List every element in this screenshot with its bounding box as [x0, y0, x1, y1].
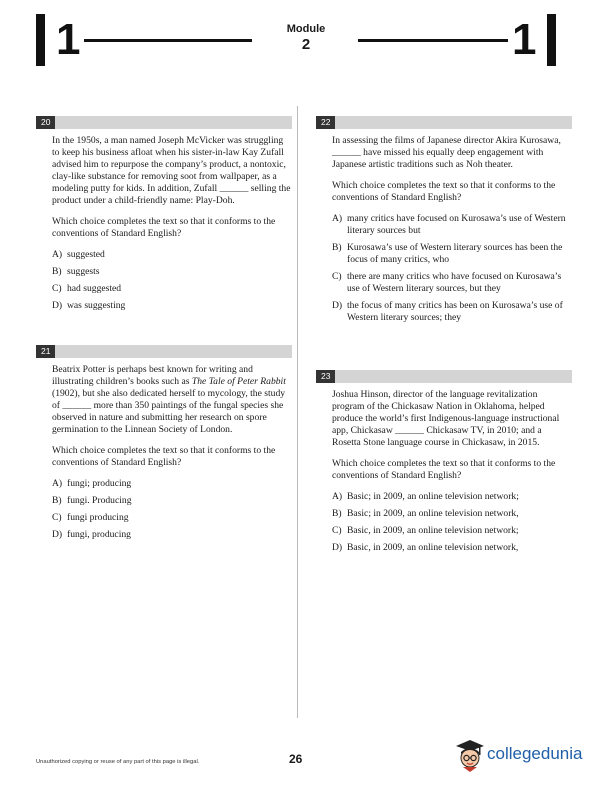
choice-c[interactable]: C) Basic, in 2009, an online television network;: [332, 525, 519, 536]
answer-choices: [36, 478, 292, 541]
question-passage: Joshua Hinson, director of the language revitalization program of the Chickasaw Nation in Oklahoma, helped produce the world’s first Indigenous-language instructional app, Chickasaw ______ Chickasaw TV, in 2010; and a Rosetta Stone language course in Chickasaw, in 2015.: [332, 389, 560, 448]
choice-d[interactable]: D) the focus of many critics has been on Kurosawa’s use of Western literary sources; they: [332, 300, 563, 323]
header-rule-right: [358, 39, 508, 42]
choice-a[interactable]: A) many critics have focused on Kurosawa’s use of Western literary sources but: [332, 213, 566, 236]
module-label: Module: [286, 23, 326, 35]
header-left-module-number: 1: [56, 15, 81, 64]
page-number: 26: [289, 752, 303, 766]
column-divider: [297, 106, 298, 718]
question-passage: In assessing the films of Japanese director Akira Kurosawa, ______ have missed his equally deep engagement with Japanese artistic traditions such as Noh theater.: [332, 135, 561, 170]
question-passage: Beatrix Potter is perhaps best known for writing and illustrating children’s books such as The Tale of Peter Rabbit (1902), but she also dedicated herself to mycology, the study of ______ more than 350 paintings of the fungal species she observed in nature and submitting her research on spore germination to the Linnean Society of London.: [52, 364, 286, 435]
question-passage: In the 1950s, a man named Joseph McVicker was struggling to keep his business afloat when his sister-in-law Kay Zufall advised him to repurpose the company’s product, a nontoxic, clay-like substance for removing soot from wallpaper, as a modeling putty for kids. In addition, Zufall ______ selling the product under a child-friendly name: Play-Doh.: [52, 135, 291, 206]
question-number: 20: [36, 116, 55, 129]
header-left-bar: [36, 14, 45, 66]
choice-a[interactable]: A) Basic; in 2009, an online television network;: [332, 491, 519, 502]
choice-b[interactable]: B) Kurosawa’s use of Western literary sources has been the focus of many critics, who: [332, 242, 563, 265]
choice-a[interactable]: A) fungi; producing: [52, 478, 132, 489]
choice-d[interactable]: D) Basic, in 2009, an online television network,: [332, 542, 519, 553]
question-header: [36, 116, 292, 129]
answer-choices: [316, 491, 572, 554]
question-20: [36, 116, 292, 317]
question-prompt: Which choice completes the text so that it conforms to the conventions of Standard English?: [52, 216, 276, 239]
question-23: [316, 370, 572, 559]
choice-c[interactable]: C) fungi producing: [52, 512, 129, 523]
question-number: 22: [316, 116, 335, 129]
graduate-mascot-icon: [455, 738, 485, 772]
question-prompt: Which choice completes the text so that it conforms to the conventions of Standard English?: [332, 180, 556, 203]
choice-b[interactable]: B) fungi. Producing: [52, 495, 132, 506]
brand-name: collegedunia: [487, 744, 583, 763]
answer-choices: [36, 249, 292, 312]
choice-a[interactable]: A) suggested: [52, 249, 105, 260]
header-rule-left: [84, 39, 254, 42]
copyright-notice: Unauthorized copying or reuse of any part of this page is illegal.: [36, 759, 200, 765]
choice-c[interactable]: C) had suggested: [52, 283, 122, 294]
question-prompt: Which choice completes the text so that it conforms to the conventions of Standard English?: [332, 458, 556, 481]
module-number: 2: [301, 36, 311, 53]
question-21: [36, 345, 292, 546]
question-prompt: Which choice completes the text so that it conforms to the conventions of Standard English?: [52, 445, 276, 468]
choice-d[interactable]: D) fungi, producing: [52, 529, 131, 540]
module-indicator: [252, 22, 360, 53]
question-header: [316, 116, 572, 129]
choice-d[interactable]: D) was suggesting: [52, 300, 126, 311]
choice-c[interactable]: C) there are many critics who have focused on Kurosawa’s use of Western literary sources, but they: [332, 271, 562, 294]
choice-b[interactable]: B) Basic; in 2009, an online television network,: [332, 508, 519, 519]
question-number: 23: [316, 370, 335, 383]
question-header: [36, 345, 292, 358]
question-22: [316, 116, 572, 329]
question-number: 21: [36, 345, 55, 358]
book-title: The Tale of Peter Rabbit: [191, 376, 286, 387]
header-right-module-number: 1: [512, 15, 537, 64]
answer-choices: [316, 213, 572, 324]
header-right-bar: [547, 14, 556, 66]
choice-b[interactable]: B) suggests: [52, 266, 100, 277]
question-header: [316, 370, 572, 383]
